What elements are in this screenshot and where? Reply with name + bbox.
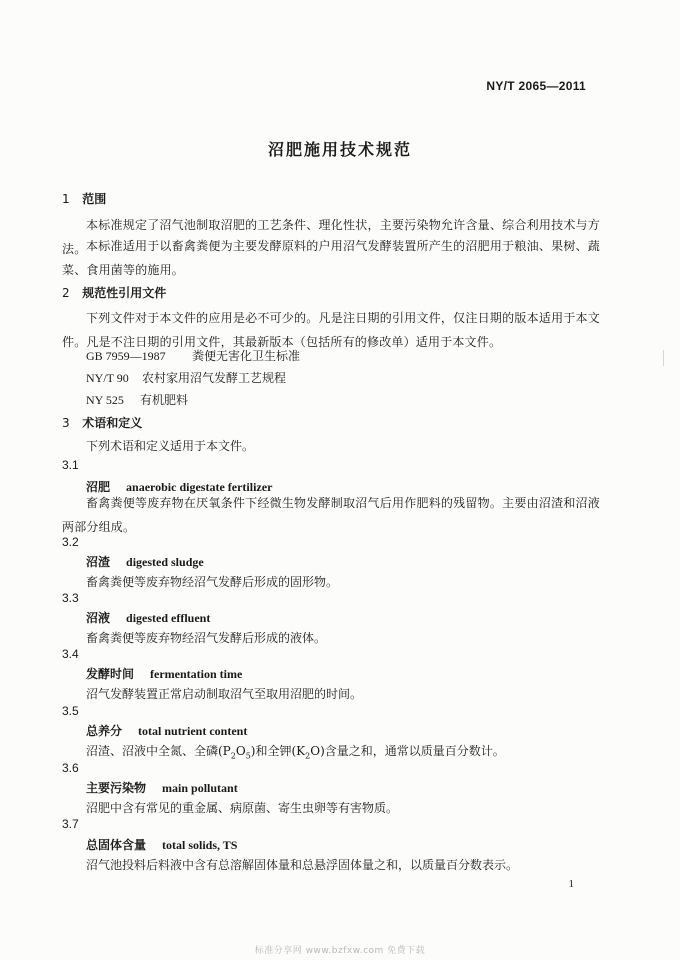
term-number: 3.1 [62, 458, 79, 472]
term-chinese: 主要污染物 [86, 781, 147, 795]
standard-number: NY/T 2065—2011 [486, 79, 586, 93]
term-definition: 畜禽粪便等废弃物经沼气发酵后形成的固形物。 [86, 575, 339, 589]
reference-title: 粪便无害化卫生标准 [192, 349, 301, 363]
section-title: 范围 [82, 192, 107, 206]
term-chinese: 发酵时间 [86, 667, 135, 681]
term-chinese: 沼肥 [86, 480, 111, 494]
term-english: fermentation time [150, 667, 243, 681]
scan-mark [663, 350, 664, 366]
section-2-heading [62, 284, 166, 301]
reference-code: NY 525 [86, 393, 124, 407]
section-1-paragraph-1: 本标准规定了沼气池制取沼肥的工艺条件、理化性状，主要污染物允许含量、综合利用技术与方法。 [62, 218, 600, 256]
term-heading [86, 779, 238, 796]
section-title: 术语和定义 [82, 416, 143, 430]
reference-code: NY/T 90 [86, 371, 129, 385]
term-definition: 沼气池投料后料液中含有总溶解固体量和总悬浮固体量之和，以质量百分数表示。 [86, 858, 519, 872]
section-number: 1 [62, 192, 70, 206]
reference-title: 农村家用沼气发酵工艺规程 [142, 371, 287, 385]
term-english: digested effluent [126, 611, 211, 625]
term-chinese: 总养分 [86, 724, 123, 738]
section-1-heading [62, 190, 106, 207]
section-3-intro: 下列术语和定义适用于本文件。 [86, 439, 255, 453]
term-number: 3.7 [62, 817, 79, 831]
term-chinese: 沼液 [86, 611, 111, 625]
term-number: 3.6 [62, 761, 79, 775]
term-definition: 沼肥中含有常见的重金属、病原菌、寄生虫卵等有害物质。 [86, 801, 399, 815]
term-number: 3.5 [62, 704, 79, 718]
term-heading [86, 836, 237, 853]
reference-code: GB 7959—1987 [86, 349, 166, 363]
term-definition: 畜禽粪便等废弃物在厌氧条件下经微生物发酵制取沼气后用作肥料的残留物。主要由沼渣和沼液两部分组成。 [62, 496, 600, 534]
section-number: 2 [62, 286, 70, 300]
document-title: 沼肥施用技术规范 [267, 140, 412, 159]
term-chinese: 总固体含量 [86, 838, 147, 852]
section-number: 3 [62, 416, 70, 430]
term-definition: 沼气发酵装置正常启动制取沼气至取用沼肥的时间。 [86, 687, 363, 701]
section-title: 规范性引用文件 [82, 286, 167, 300]
term-number: 3.2 [62, 535, 79, 549]
term-heading [86, 722, 247, 739]
term-definition: 畜禽粪便等废弃物经沼气发酵后形成的液体。 [86, 631, 327, 645]
term-chinese: 沼渣 [86, 555, 111, 569]
term-english: total solids, TS [162, 838, 238, 852]
reference-title: 有机肥料 [140, 393, 189, 407]
term-number: 3.4 [62, 647, 79, 661]
section-3-heading [62, 414, 142, 431]
page-number: 1 [568, 878, 574, 890]
term-heading [86, 609, 210, 626]
term-english: anaerobic digestate fertilizer [126, 480, 273, 494]
reference-item [86, 347, 300, 364]
term-definition: 沼渣、沼液中全氮、全磷$(P_2O_5)$和全钾$(K_2O)$含量之和，通常以质量百分数计。 [86, 744, 505, 761]
term-english: digested sludge [126, 555, 204, 569]
term-heading [86, 665, 242, 682]
section-2-paragraph: 下列文件对于本文件的应用是必不可少的。凡是注日期的引用文件，仅注日期的版本适用于本文件。凡是不注日期的引用文件，其最新版本（包括所有的修改单）适用于本文件。 [62, 311, 600, 349]
watermark: 标准分享网 www.bzfxw.com 免费下载 [254, 946, 426, 956]
term-heading [86, 553, 204, 570]
reference-item [86, 391, 188, 408]
term-number: 3.3 [62, 591, 79, 605]
term-english: total nutrient content [138, 724, 248, 738]
term-english: main pollutant [162, 781, 238, 795]
reference-item [86, 369, 286, 386]
section-1-paragraph-2: 本标准适用于以畜禽粪便为主要发酵原料的户用沼气发酵装置所产生的沼肥用于粮油、果树、蔬菜、食用菌等的施用。 [62, 239, 600, 277]
